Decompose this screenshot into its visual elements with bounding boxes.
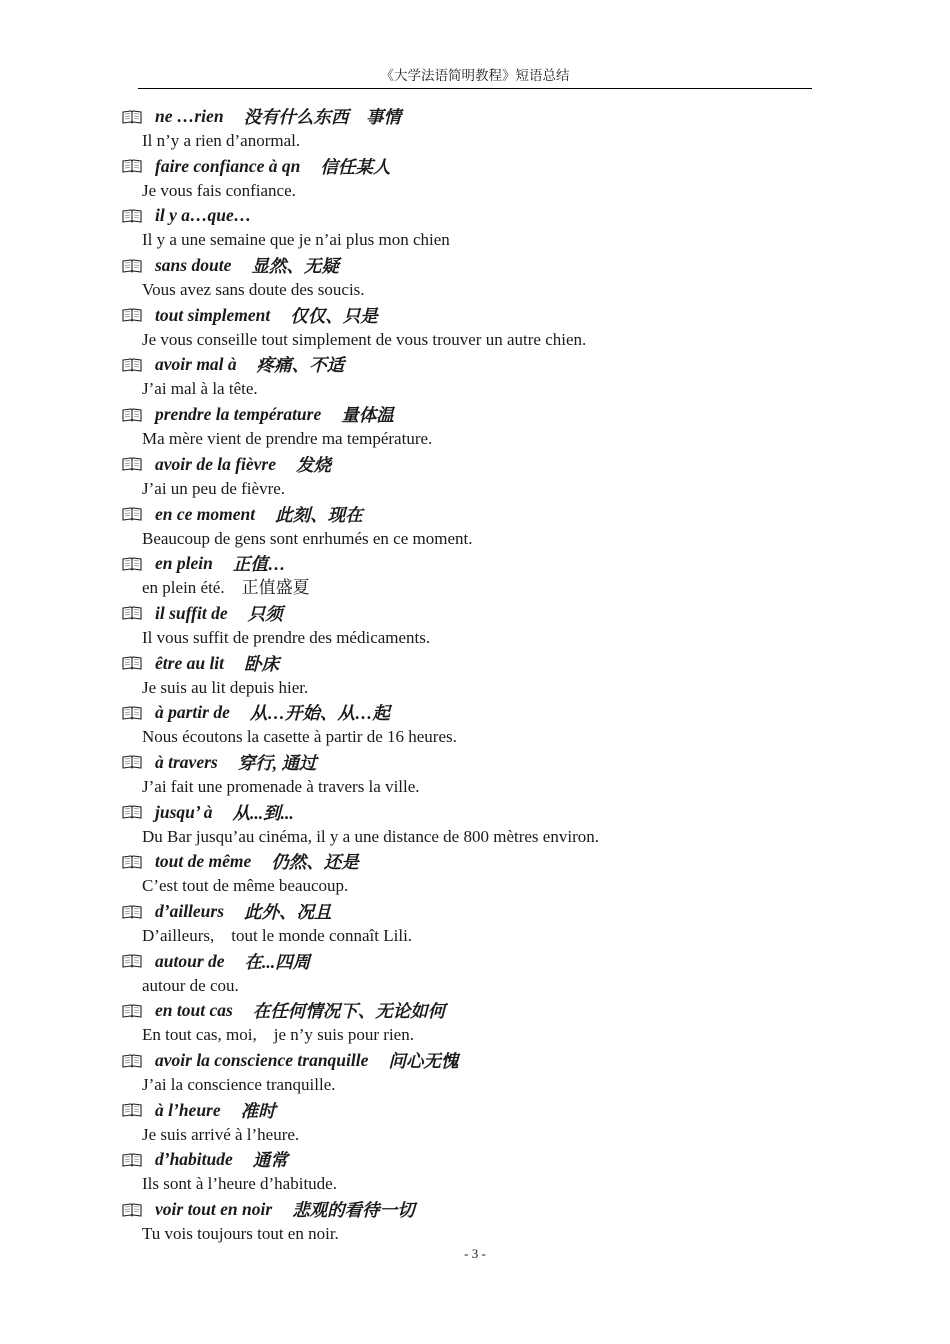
phrase-entry <box>122 1098 822 1148</box>
phrase-text: ne …rien <box>155 106 224 126</box>
phrase-text: à travers <box>155 751 218 772</box>
phrase-meaning: 在任何情况下、无论如何 <box>252 1001 446 1022</box>
phrase-meaning: 准时 <box>240 1100 276 1121</box>
phrase-meaning: 问心无愧 <box>388 1051 459 1072</box>
phrase-text: avoir mal à <box>155 354 237 375</box>
book-icon <box>122 1203 142 1217</box>
example-sentence: Je suis arrivé à l’heure. <box>142 1124 300 1144</box>
phrase-text: autour de <box>155 950 225 971</box>
book-icon <box>122 1054 142 1068</box>
phrase-text: d’ailleurs <box>155 901 225 921</box>
book-icon <box>122 110 142 124</box>
example-sentence: Du Bar jusqu’au cinéma, il y a une distance de 800 mètres environ. <box>142 826 599 846</box>
phrase-entry <box>122 651 822 701</box>
phrase-meaning: 通常 <box>252 1150 288 1171</box>
phrase-meaning: 发烧 <box>296 454 331 475</box>
book-icon <box>122 358 142 372</box>
phrase-term-line <box>122 998 822 1023</box>
book-icon <box>122 855 142 869</box>
phrase-text: en ce moment <box>155 503 256 524</box>
example-sentence: Ils sont à l’heure d’habitude. <box>142 1174 337 1194</box>
phrase-meaning: 没有什么东西 事情 <box>243 107 402 127</box>
phrase-entry <box>122 203 822 253</box>
phrase-text: avoir de la fièvre <box>155 453 276 474</box>
example-sentence: Il y a une semaine que je n’ai plus mon chien <box>142 230 450 250</box>
phrase-entry <box>122 551 822 601</box>
phrase-list <box>122 104 822 1247</box>
phrase-entry <box>122 352 822 402</box>
book-icon <box>122 954 142 968</box>
book-icon <box>122 308 142 322</box>
phrase-term-line <box>122 1048 822 1073</box>
example-sentence: en plein été. 正值盛夏 <box>142 578 310 598</box>
example-sentence: En tout cas, moi, je n’y suis pour rien. <box>142 1025 414 1045</box>
book-icon <box>122 706 142 720</box>
book-icon <box>122 1004 142 1018</box>
phrase-meaning: 此外、况且 <box>244 902 332 922</box>
book-icon <box>122 905 142 919</box>
phrase-meaning: 正值… <box>232 554 286 575</box>
phrase-entry <box>122 1197 822 1247</box>
phrase-text: faire confiance à qn <box>155 155 301 176</box>
book-icon <box>122 1153 142 1167</box>
phrase-term-line <box>122 949 822 974</box>
example-sentence: C’est tout de même beaucoup. <box>142 876 349 896</box>
phrase-term-line <box>122 750 822 775</box>
phrase-text: il y a…que… <box>155 205 252 226</box>
phrase-term-line <box>122 253 822 278</box>
phrase-meaning: 显然、无疑 <box>251 256 339 277</box>
phrase-entry <box>122 1048 822 1098</box>
book-icon <box>122 159 142 173</box>
phrase-term-line <box>122 1098 822 1123</box>
book-icon <box>122 259 142 273</box>
phrase-entry <box>122 998 822 1048</box>
phrase-entry <box>122 303 822 353</box>
book-icon <box>122 656 142 670</box>
phrase-term-line <box>122 1197 822 1222</box>
phrase-meaning: 悲观的看待一切 <box>292 1200 415 1221</box>
phrase-entry <box>122 452 822 502</box>
phrase-text: tout de même <box>155 851 252 872</box>
example-sentence: J’ai fait une promenade à travers la ville. <box>142 776 420 796</box>
phrase-text: jusqu’ à <box>155 801 213 822</box>
phrase-term-line <box>122 1147 822 1172</box>
phrase-meaning: 仅仅、只是 <box>290 305 378 326</box>
example-sentence: Beaucoup de gens sont enrhumés en ce moment. <box>142 528 473 548</box>
phrase-meaning: 疼痛、不适 <box>256 355 345 376</box>
phrase-term-line <box>122 352 822 377</box>
phrase-entry <box>122 949 822 999</box>
book-icon <box>122 755 142 769</box>
phrase-entry <box>122 601 822 651</box>
phrase-entry <box>122 899 822 949</box>
example-sentence: Il vous suffit de prendre des médicaments. <box>142 627 431 647</box>
phrase-meaning: 卧床 <box>244 653 280 674</box>
example-sentence: Il n’y a rien d’anormal. <box>142 131 301 150</box>
example-sentence: Tu vois toujours tout en noir. <box>142 1224 339 1244</box>
example-sentence: Ma mère vient de prendre ma température. <box>142 429 433 449</box>
book-icon <box>122 606 142 620</box>
phrase-term-line <box>122 800 822 825</box>
phrase-term-line <box>122 203 822 228</box>
phrase-term-line <box>122 104 822 129</box>
phrase-entry <box>122 800 822 850</box>
phrase-term-line <box>122 402 822 427</box>
book-icon <box>122 457 142 471</box>
phrase-entry <box>122 253 822 303</box>
phrase-meaning: 信任某人 <box>320 156 391 177</box>
phrase-meaning: 只须 <box>247 603 283 624</box>
example-sentence: autour de cou. <box>142 975 239 995</box>
phrase-term-line <box>122 154 822 179</box>
phrase-term-line <box>122 502 822 527</box>
phrase-entry <box>122 1147 822 1197</box>
phrase-text: en tout cas <box>155 1000 233 1021</box>
example-sentence: D’ailleurs, tout le monde connaît Lili. <box>142 926 413 945</box>
example-sentence: J’ai mal à la tête. <box>142 379 258 399</box>
book-icon <box>122 805 142 819</box>
phrase-term-line <box>122 452 822 477</box>
book-icon <box>122 408 142 422</box>
phrase-text: à partir de <box>155 702 230 723</box>
example-sentence: J’ai la conscience tranquille. <box>142 1075 336 1095</box>
page-header: 《大学法语简明教程》短语总结 <box>138 66 812 89</box>
phrase-meaning: 在...四周 <box>244 951 311 972</box>
phrase-term-line <box>122 303 822 328</box>
phrase-meaning: 从…开始、从…起 <box>249 703 390 724</box>
phrase-term-line <box>122 899 822 924</box>
phrase-meaning: 量体温 <box>341 405 394 426</box>
example-sentence: Je suis au lit depuis hier. <box>142 677 309 697</box>
example-sentence: Vous avez sans doute des soucis. <box>142 280 365 300</box>
phrase-entry <box>122 849 822 899</box>
phrase-term-line <box>122 700 822 725</box>
phrase-text: avoir la conscience tranquille <box>155 1050 369 1071</box>
phrase-meaning: 穿行, 通过 <box>237 752 317 773</box>
phrase-entry <box>122 700 822 750</box>
phrase-term-line <box>122 601 822 626</box>
book-icon <box>122 507 142 521</box>
example-sentence: Je vous fais confiance. <box>142 180 296 200</box>
phrase-entry <box>122 750 822 800</box>
page-number: - 3 - <box>464 1246 486 1261</box>
phrase-text: d’habitude <box>155 1149 233 1170</box>
phrase-text: sans doute <box>155 255 232 276</box>
phrase-text: prendre la température <box>155 404 322 425</box>
phrase-text: à l’heure <box>155 1099 221 1120</box>
phrase-text: voir tout en noir <box>155 1199 273 1220</box>
phrase-term-line <box>122 551 822 576</box>
phrase-text: en plein <box>155 553 213 574</box>
book-icon <box>122 557 142 571</box>
phrase-entry <box>122 502 822 552</box>
phrase-entry <box>122 402 822 452</box>
example-sentence: Nous écoutons la casette à partir de 16 heures. <box>142 727 457 747</box>
phrase-entry <box>122 104 822 154</box>
example-sentence: J’ai un peu de fièvre. <box>142 478 286 498</box>
example-sentence: Je vous conseille tout simplement de vous trouver un autre chien. <box>142 329 587 349</box>
phrase-meaning: 从...到... <box>232 802 294 823</box>
phrase-meaning: 仍然、还是 <box>271 852 359 873</box>
phrase-term-line <box>122 849 822 874</box>
phrase-term-line <box>122 651 822 676</box>
phrase-entry <box>122 154 822 204</box>
book-icon <box>122 209 142 223</box>
book-icon <box>122 1103 142 1117</box>
phrase-text: tout simplement <box>155 304 271 325</box>
phrase-text: il suffit de <box>155 602 228 623</box>
phrase-text: être au lit <box>155 652 225 673</box>
phrase-meaning: 此刻、现在 <box>275 504 363 525</box>
